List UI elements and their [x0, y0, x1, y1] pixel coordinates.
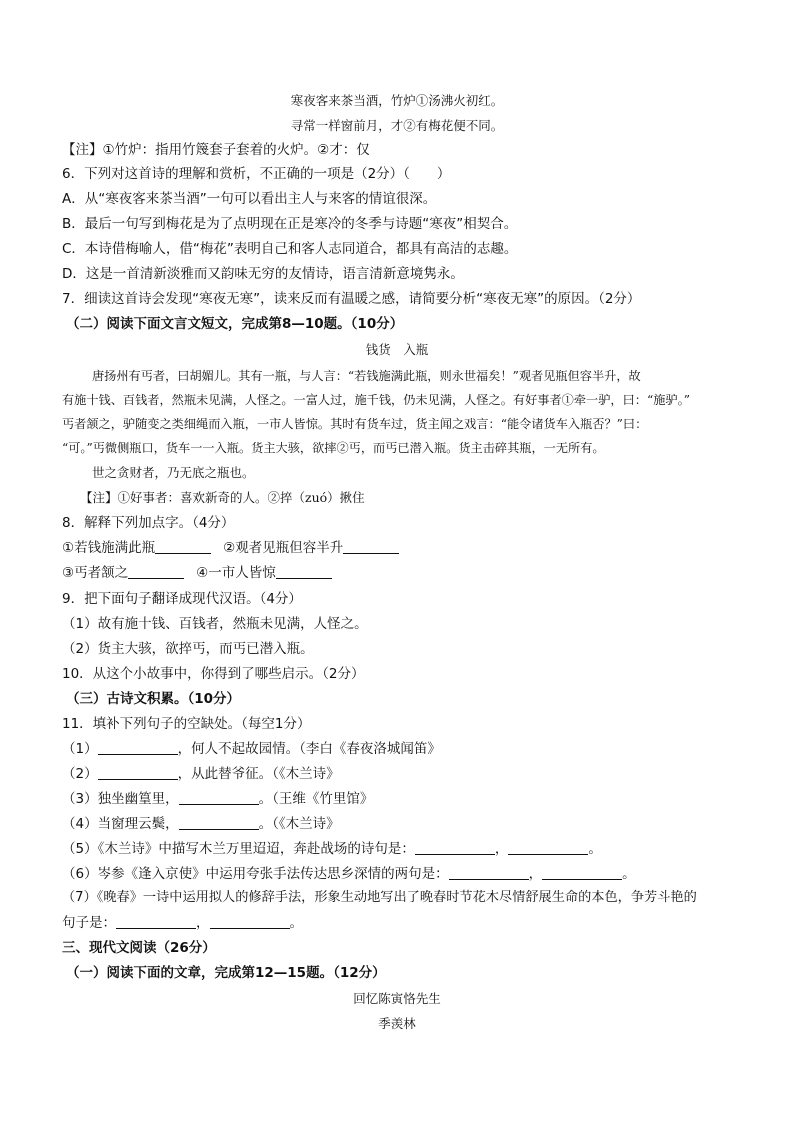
article-title: 回忆陈寅恪先生 [353, 991, 441, 1006]
q11-blank-2[interactable] [98, 765, 178, 780]
q11-item-5: （5）《木兰诗》中描写木兰万里迢迢，奔赴战场的诗句是： ， 。 [62, 841, 602, 857]
q9-stem: 9．把下面句子翻译成现代汉语。（4分） [62, 591, 302, 607]
q6-option-a: A．从“寒夜客来茶当酒”一句可以看出主人与来客的情谊很深。 [62, 191, 437, 207]
q6-option-c: C．本诗借梅喻人，借“梅花”表明自己和客人志同道合，都具有高洁的志趣。 [62, 241, 518, 257]
q8-item-4: ④一市人皆惊 [196, 565, 276, 581]
q6-option-b: B．最后一句写到梅花是为了点明现在正是寒冷的冬季与诗题“寒夜”相契合。 [62, 216, 518, 232]
q11-item-7-line-1: （7）《晚春》一诗中运用拟人的修辞手法，形象生动地写出了晚春时节花木尽情舒展生命的本色，争芳斗艳的 [62, 890, 697, 905]
q8-item-2: ②观者见瓶但容半升 [223, 540, 344, 556]
q10-stem: 10．从这个小故事中，你得到了哪些启示。（2分） [62, 666, 365, 682]
poem-note: 【注】①竹炉：指用竹篾套子套着的火炉。②才：仅 [62, 142, 370, 158]
q8-answer-blank-3[interactable] [128, 564, 184, 579]
q8-row-2 [62, 563, 332, 583]
q11-blank-6b[interactable] [542, 865, 622, 880]
q11-blank-5a[interactable] [415, 840, 495, 855]
q8-answer-blank-4[interactable] [276, 564, 332, 579]
q11-item-7-line-2: 句子是： ， 。 [62, 915, 303, 931]
q11-item-6: （6）岑参《逢入京使》中运用夸张手法传达思乡深情的两句是： ， 。 [62, 866, 636, 882]
q8-item-1: ①若钱施满此瓶 [62, 540, 156, 556]
q7-stem: 7．细读这首诗会发现“寒夜无寒”，读来反而有温暖之感，请简要分析“寒夜无寒”的原因。（2分） [62, 291, 641, 307]
q11-blank-5b[interactable] [508, 840, 588, 855]
q11-item-3: （3）独坐幽篁里， 。（王维《竹里馆》 [62, 791, 374, 807]
q11-blank-3[interactable] [179, 790, 259, 805]
q8-row-1 [62, 538, 399, 558]
passage-line-2: 有施十钱、百钱者，然瓶未见满，人怪之。一富人过，施千钱，仍未见满，人怪之。有好事者①牵一驴，曰：“施驴。” [62, 393, 690, 407]
q8-answer-blank-1[interactable] [155, 539, 211, 554]
passage-title: 钱货 入瓶 [365, 342, 429, 357]
part-3-heading: 三、现代文阅读（26分） [62, 940, 216, 956]
q11-blank-6a[interactable] [449, 865, 529, 880]
q8-item-3: ③丐者颔之 [62, 565, 129, 581]
q8-answer-blank-2[interactable] [343, 539, 399, 554]
q6-option-d: D．这是一首清新淡雅而又韵味无穷的友情诗，语言清新意境隽永。 [62, 266, 464, 282]
q9-sentence-2: （2）货主大骇，欲捽丐，而丐已潜入瓶。 [62, 641, 314, 657]
q11-stem: 11．填补下列句子的空缺处。（每空1分） [62, 716, 311, 732]
q9-sentence-1: （1）故有施十钱、百钱者，然瓶未见满，人怪之。 [62, 616, 368, 632]
q8-stem: 8．解释下列加点字。（4分） [62, 515, 235, 531]
section-3-heading: （三）古诗文积累。（10分） [66, 691, 241, 707]
passage-note: 【注】①好事者：喜欢新奇的人。②捽（zuó）揪住 [80, 490, 365, 505]
q11-blank-1[interactable] [98, 740, 178, 755]
article-author: 季羡林 [378, 1016, 416, 1031]
q11-blank-7b[interactable] [210, 914, 290, 929]
passage-conclusion: 世之贪财者，乃无底之瓶也。 [92, 465, 255, 480]
q11-item-4: （4）当窗理云鬓， 。（《木兰诗》 [62, 816, 340, 832]
passage-line-4: “可。”丐微侧瓶口，货车一一入瓶。货主大骇，欲摔②丐，而丐已潜入瓶。货主击碎其瓶，一无所有。 [62, 441, 605, 455]
q11-item-1: （1） ，何人不起故园情。（李白《春夜洛城闻笛》 [62, 741, 441, 757]
poem-line-1: 寒夜客来茶当酒，竹炉①汤沸火初红。 [290, 93, 504, 108]
poem-line-2: 寻常一样窗前月，才②有梅花便不同。 [290, 118, 504, 133]
q11-blank-4[interactable] [179, 815, 259, 830]
section-2-heading: （二）阅读下面文言文短文，完成第8—10题。（10分） [66, 316, 404, 332]
part-3-subheading: （一）阅读下面的文章，完成第12—15题。（12分） [66, 965, 386, 981]
q11-item-2: （2） ，从此替爷征。（《木兰诗》 [62, 766, 340, 782]
passage-line-3: 丐者颔之，驴随变之类细绳而入瓶，一市人皆惊。其时有货车过，货主闻之戏言：“能令诸货车入瓶否？”曰： [62, 417, 648, 431]
q6-stem: 6．下列对这首诗的理解和赏析，不正确的一项是（2分）（ ） [62, 166, 451, 182]
passage-line-1: 唐扬州有丐者，曰胡媚儿。其有一瓶，与人言：“若钱施满此瓶，则永世福矣！”观者见瓶但容半升，故 [92, 369, 641, 383]
q11-blank-7a[interactable] [116, 914, 196, 929]
